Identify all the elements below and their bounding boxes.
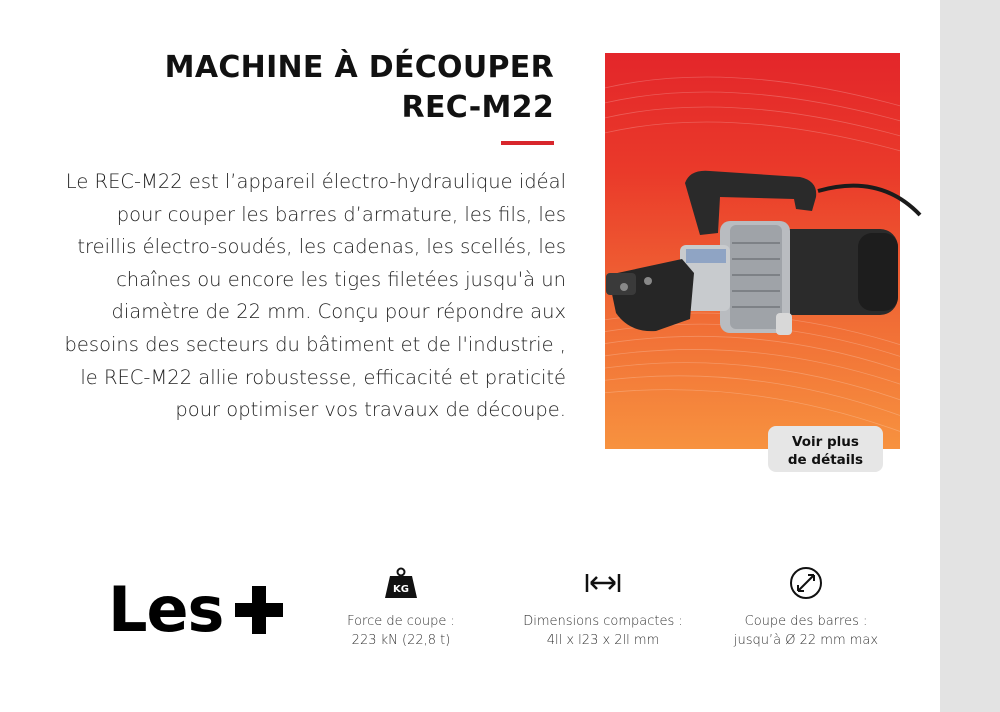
weight-kg-icon <box>383 566 419 600</box>
details-button-line-1: Voir plus <box>792 434 859 450</box>
feature-dimensions-label: Dimensions compactes : <box>523 614 683 629</box>
right-sidebar <box>940 0 1000 712</box>
feature-bar-diameter-label: Coupe des barres : <box>744 614 868 629</box>
details-button-line-2: de détails <box>787 452 864 468</box>
feature-bar-diameter <box>718 566 894 650</box>
title-line-2: REC-M22 <box>401 90 554 125</box>
weight-badge-text: KG <box>393 584 409 595</box>
title-line-1: MACHINE À DÉCOUPER <box>164 50 554 85</box>
plus-icon <box>235 586 283 634</box>
feature-cutting-force <box>331 566 471 650</box>
feature-cutting-force-value: 223 kN (22,8 t) <box>351 633 451 648</box>
title-underline <box>501 141 554 145</box>
diameter-icon <box>788 566 824 600</box>
dimensions-arrows-icon <box>585 566 621 600</box>
feature-dimensions <box>508 566 698 650</box>
product-description: Le REC-M22 est l’appareil électro-hydraulique idéal pour couper les barres d’armature, les fils, les treillis électro-soudés, les cadenas, les scellés, les chaînes ou encore les tiges filetées jusqu'à un diamètre de 22 mm. Conçu pour répondre aux besoins des secteurs du bâtiment et de l'industrie , le REC-M22 allie robustesse, efficacité et praticité pour optimiser vos travaux de découpe. <box>64 170 566 422</box>
product-image <box>605 53 900 449</box>
advantages-heading <box>108 573 283 646</box>
page-title <box>134 48 554 128</box>
feature-bar-diameter-value: jusqu’à Ø 22 mm max <box>733 633 879 648</box>
feature-cutting-force-label: Force de coupe : <box>347 614 455 629</box>
advantages-heading-text: Les <box>108 573 224 646</box>
cutter-machine-illustration <box>590 163 930 383</box>
details-button[interactable] <box>768 426 883 472</box>
feature-dimensions-value: 4ll x l23 x 2ll mm <box>546 633 660 648</box>
